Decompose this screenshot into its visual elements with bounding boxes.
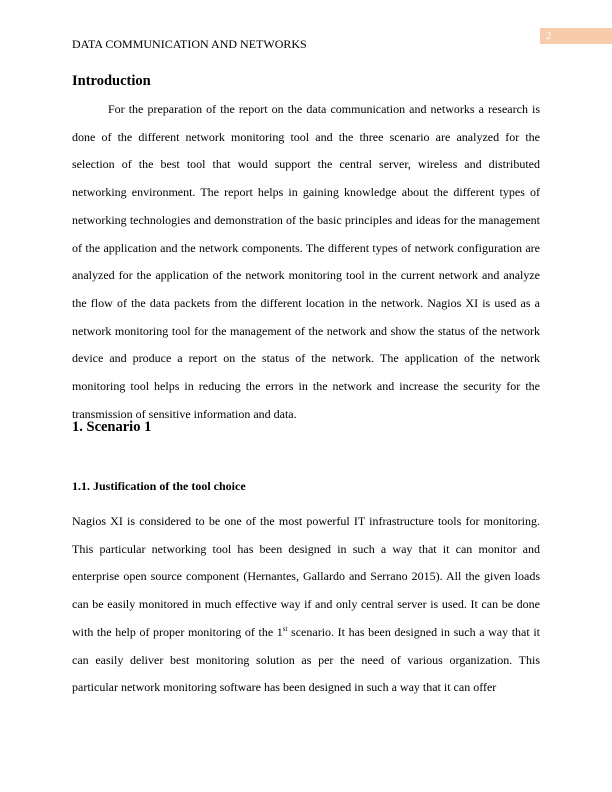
running-header: DATA COMMUNICATION AND NETWORKS bbox=[72, 37, 307, 51]
scenario-1-paragraph bbox=[72, 508, 540, 702]
scenario-1-text-part-1: Nagios XI is considered to be one of the most powerful IT infrastructure tools for monitoring. This particular networking tool has been designed in such a way that it can monitor and enterprise open source component (Hernantes, Gallardo and Serrano 2015). All the given loads can be easily monitored in much effective way if and only central server is used. It can be done with the help of proper monitoring of the 1 bbox=[72, 514, 540, 639]
scenario-1-heading: 1. Scenario 1 bbox=[72, 419, 152, 435]
scenario-1-text-part-2: scenario. It has been designed in such a way that it can easily deliver best monitoring solution as per the need of various organization. This particular network monitoring software has been designed in such a way that it can offer bbox=[72, 624, 540, 695]
ordinal-superscript: st bbox=[282, 624, 288, 633]
introduction-paragraph: For the preparation of the report on the data communication and networks a research is done of the different network monitoring tool and the three scenario are analyzed for the selection of the best tool that would support the central server, wireless and distributed networking environment. The report helps in gaining knowledge about the different types of networking technologies and demonstration of the basic principles and ideas for the management of the application and the network components. The different types of network configuration are analyzed for the application of the network monitoring tool in the current network and analyze the flow of the data packets from the different location in the network. Nagios XI is used as a network monitoring tool for the management of the network and show the status of the network device and produce a report on the status of the network. The application of the network monitoring tool helps in reducing the errors in the network and increase the security for the transmission of sensitive information and data. bbox=[72, 102, 540, 421]
introduction-heading: Introduction bbox=[72, 73, 151, 89]
page-number: 2 bbox=[540, 28, 612, 44]
justification-subheading: 1.1. Justification of the tool choice bbox=[72, 479, 246, 493]
